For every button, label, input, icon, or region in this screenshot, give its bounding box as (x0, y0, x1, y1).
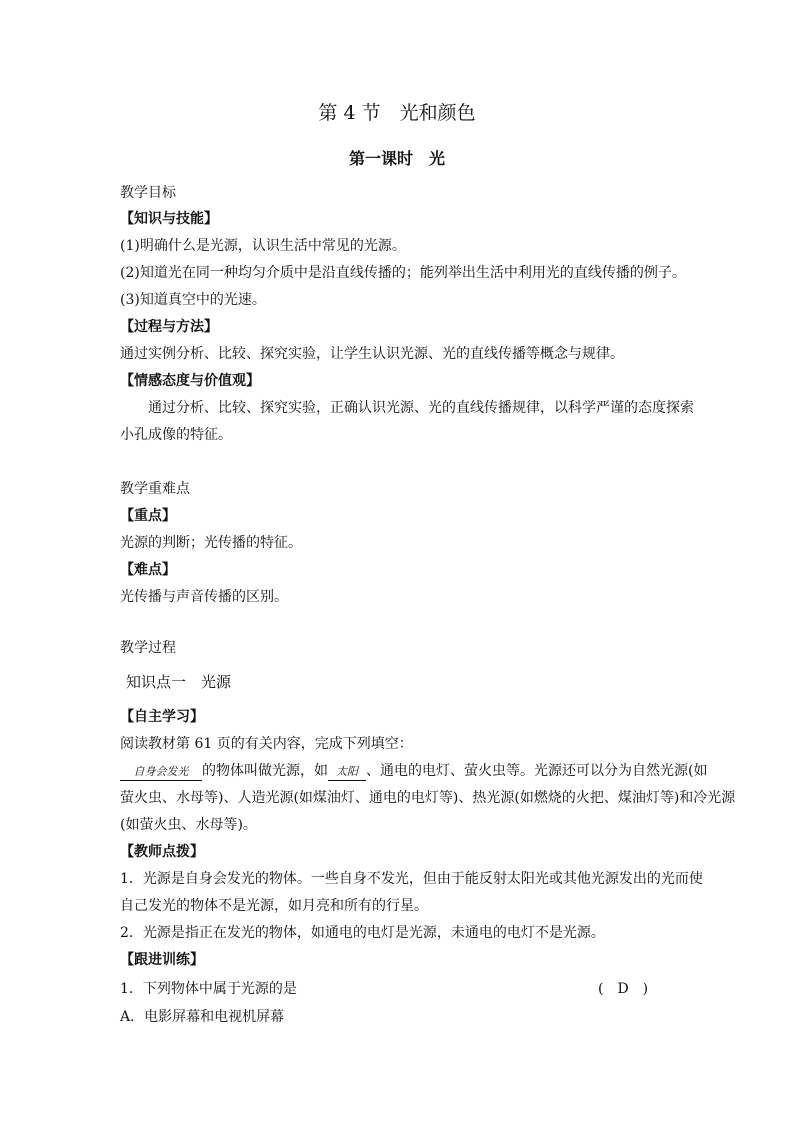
teacher-point-1a: 1．光源是自身会发光的物体。一些自身不发光，但由于能反射太阳光或其他光源发出的光而使 (120, 871, 703, 887)
teaching-process-heading: 教学过程 (120, 640, 176, 656)
fill-in-line-1 (120, 761, 707, 781)
fill-text-1: 的物体叫做光源，如 (202, 763, 328, 779)
option-a: A．电影屏幕和电视机屏幕 (120, 1009, 285, 1025)
teacher-tips-label: 【教师点拨】 (120, 844, 204, 860)
fill-blank-self-luminous: 自身会发光 (120, 764, 202, 781)
lesson-title: 第一课时 光 (348, 149, 445, 168)
objectives-heading: 教学目标 (120, 185, 176, 201)
key-points-heading: 教学重难点 (120, 481, 190, 497)
answer-1: ( D ) (598, 981, 649, 997)
section-title: 第 4 节 光和颜色 (318, 102, 476, 124)
self-study-label: 【自主学习】 (120, 709, 204, 725)
knowledge-skills-label: 【知识与技能】 (120, 211, 218, 227)
difficult-point-label: 【难点】 (120, 562, 176, 578)
teacher-point-2: 2．光源是指正在发光的物体，如通电的电灯是光源，未通电的电灯不是光源。 (120, 925, 605, 941)
process-methods-label: 【过程与方法】 (120, 319, 218, 335)
fill-text-2: 、通电的电灯、萤火虫等。光源还可以分为自然光源(如 (366, 763, 708, 779)
process-methods-text: 通过实例分析、比较、探究实验，让学生认识光源、光的直线传播等概念与规律。 (120, 346, 624, 362)
fill-in-line-2: 萤火虫、水母等)、人造光源(如煤油灯、通电的电灯等)、热光源(如燃烧的火把、煤油灯等)和冷光源 (120, 790, 736, 806)
difficult-point-text: 光传播与声音传播的区别。 (120, 589, 288, 605)
knowledge-item-3: (3)知道真空中的光速。 (120, 292, 266, 308)
fill-blank-sun: 太阳 (328, 764, 366, 781)
self-study-intro: 阅读教材第 61 页的有关内容，完成下列填空： (120, 736, 413, 752)
question-1: 1．下列物体中属于光源的是 (120, 981, 297, 997)
teacher-point-1b: 自己发光的物体不是光源，如月亮和所有的行星。 (120, 898, 428, 914)
knowledge-item-2: (2)知道光在同一种均匀介质中是沿直线传播的；能列举出生活中利用光的直线传播的例子。 (120, 265, 686, 281)
practice-label: 【跟进训练】 (120, 952, 204, 968)
attitude-values-text: 通过分析、比较、探究实验，正确认识光源、光的直线传播规律，以科学严谨的态度探索小孔成像的特征。 (120, 400, 694, 443)
key-point-text: 光源的判断；光传播的特征。 (120, 535, 302, 551)
knowledge-item-1: (1)明确什么是光源，认识生活中常见的光源。 (120, 238, 406, 254)
knowledge-point-title: 知识点一 光源 (126, 673, 232, 691)
key-point-label: 【重点】 (120, 508, 176, 524)
attitude-values-label: 【情感态度与价值观】 (120, 373, 260, 389)
fill-in-line-3: (如萤火虫、水母等)。 (120, 817, 257, 833)
